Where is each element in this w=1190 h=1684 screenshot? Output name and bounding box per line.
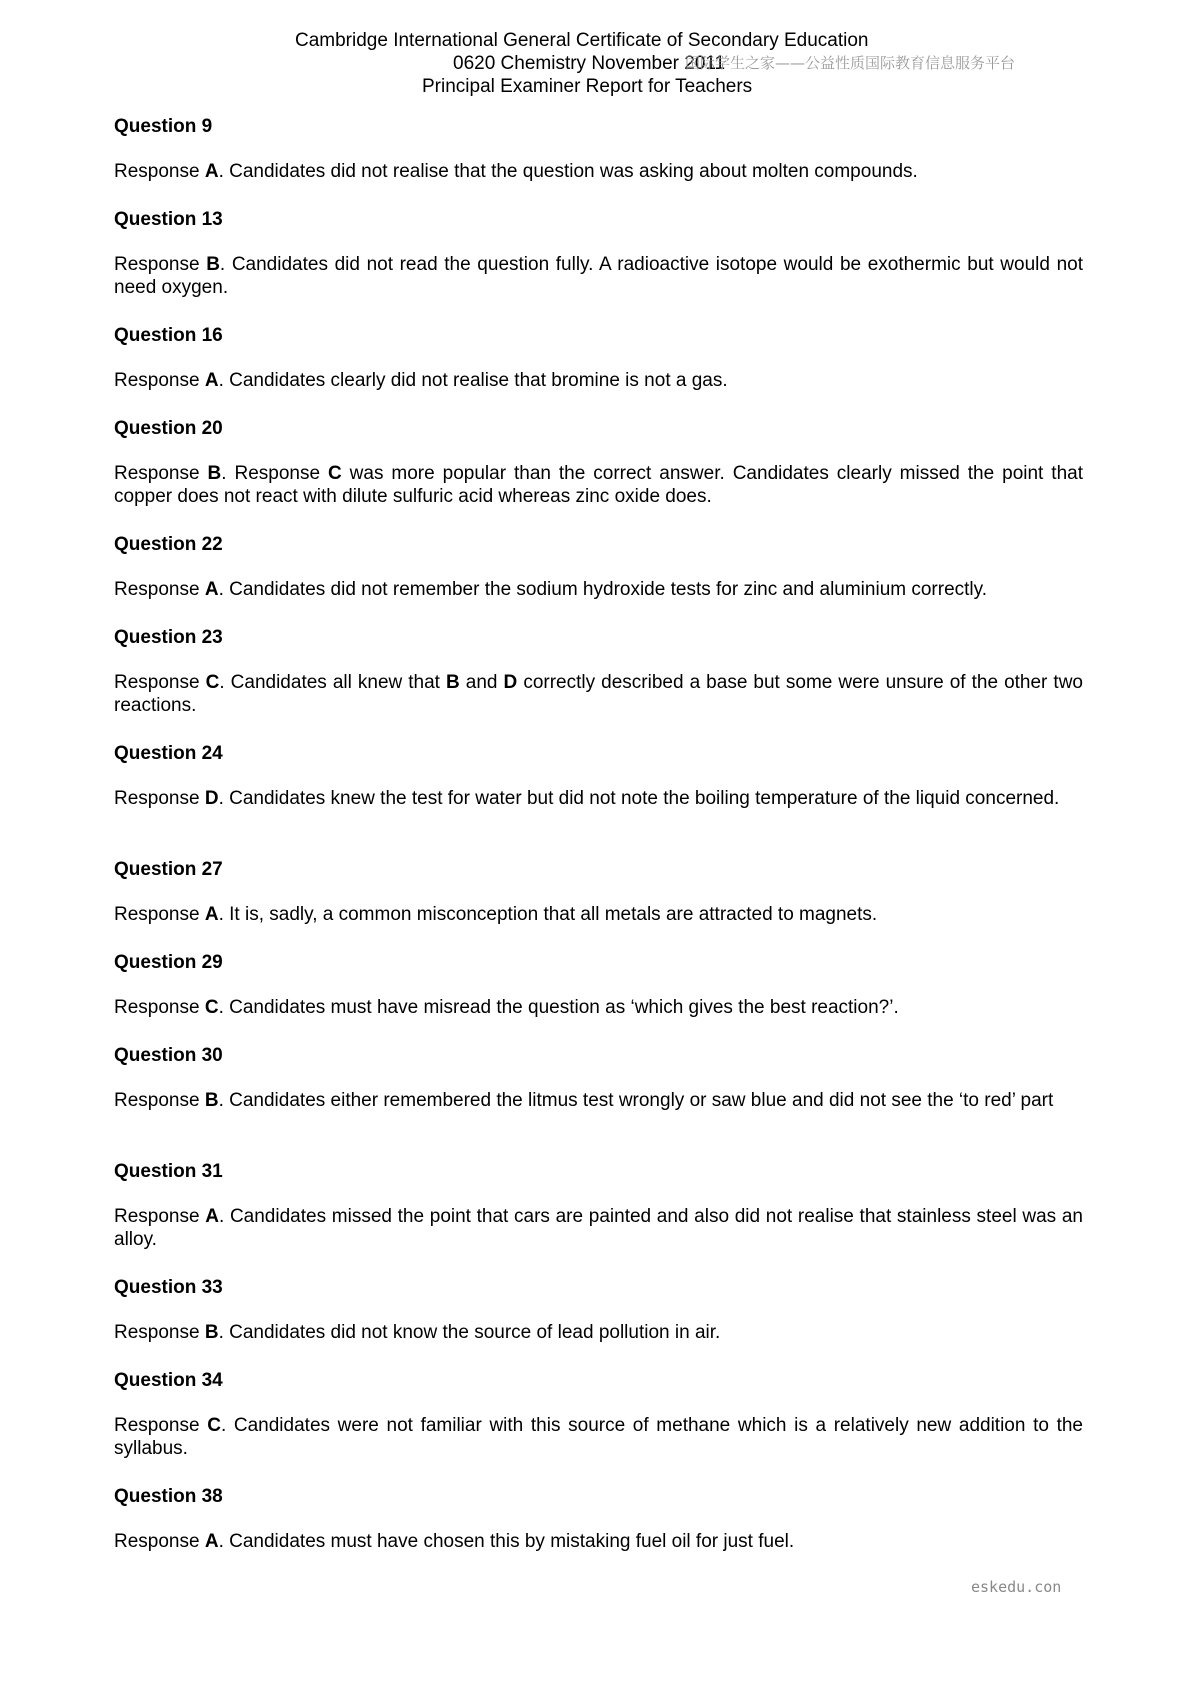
question-title: Question 13 [114, 209, 223, 230]
response-paragraph: Response C. Candidates all knew that B and D correctly described a base but some were unsure of the other two reactions. [114, 672, 1083, 716]
response-paragraph: Response B. Response C was more popular than the correct answer. Candidates clearly missed the point that copper does not react with dilute sulfuric acid whereas zinc oxide does. [114, 463, 1083, 507]
question-title: Question 29 [114, 952, 223, 973]
header-subtitle: 0620 Chemistry November 2011 [453, 53, 726, 74]
question-title: Question 30 [114, 1045, 223, 1066]
question-title: Question 34 [114, 1370, 223, 1391]
header-report-name: Principal Examiner Report for Teachers [422, 76, 753, 97]
question-title: Question 20 [114, 418, 223, 439]
question-title: Question 27 [114, 859, 223, 880]
response-paragraph: Response D. Candidates knew the test for water but did not note the boiling temperature of the liquid concerned. [114, 788, 1060, 809]
question-title: Question 23 [114, 627, 223, 648]
question-title: Question 24 [114, 743, 223, 764]
header-title: Cambridge International General Certificate of Secondary Education [295, 30, 869, 51]
response-paragraph: Response C. Candidates must have misread the question as ‘which gives the best reaction?’. [114, 997, 899, 1018]
footer-watermark: eskedu.con [971, 1578, 1062, 1596]
response-paragraph: Response A. Candidates clearly did not realise that bromine is not a gas. [114, 370, 728, 391]
response-paragraph: Response B. Candidates either remembered the litmus test wrongly or saw blue and did not see the ‘to red’ part [114, 1090, 1054, 1111]
response-paragraph: Response A. Candidates did not remember the sodium hydroxide tests for zinc and aluminium correctly. [114, 579, 988, 600]
question-title: Question 38 [114, 1486, 223, 1507]
question-title: Question 16 [114, 325, 223, 346]
response-paragraph: Response A. It is, sadly, a common misconception that all metals are attracted to magnets. [114, 904, 878, 925]
response-paragraph: Response C. Candidates were not familiar with this source of methane which is a relatively new addition to the syllabus. [114, 1415, 1083, 1459]
question-title: Question 22 [114, 534, 223, 555]
header-watermark: 国际学生之家——公益性质国际教育信息服务平台 [685, 54, 1016, 72]
response-paragraph: Response A. Candidates must have chosen this by mistaking fuel oil for just fuel. [114, 1531, 795, 1552]
response-paragraph: Response B. Candidates did not know the source of lead pollution in air. [114, 1322, 721, 1343]
question-title: Question 9 [114, 116, 213, 137]
question-title: Question 31 [114, 1161, 223, 1182]
response-paragraph: Response A. Candidates did not realise that the question was asking about molten compounds. [114, 161, 918, 182]
response-paragraph: Response B. Candidates did not read the question fully. A radioactive isotope would be exothermic but would not need oxygen. [114, 254, 1083, 298]
response-paragraph: Response A. Candidates missed the point that cars are painted and also did not realise that stainless steel was an alloy. [114, 1206, 1083, 1250]
question-title: Question 33 [114, 1277, 223, 1298]
